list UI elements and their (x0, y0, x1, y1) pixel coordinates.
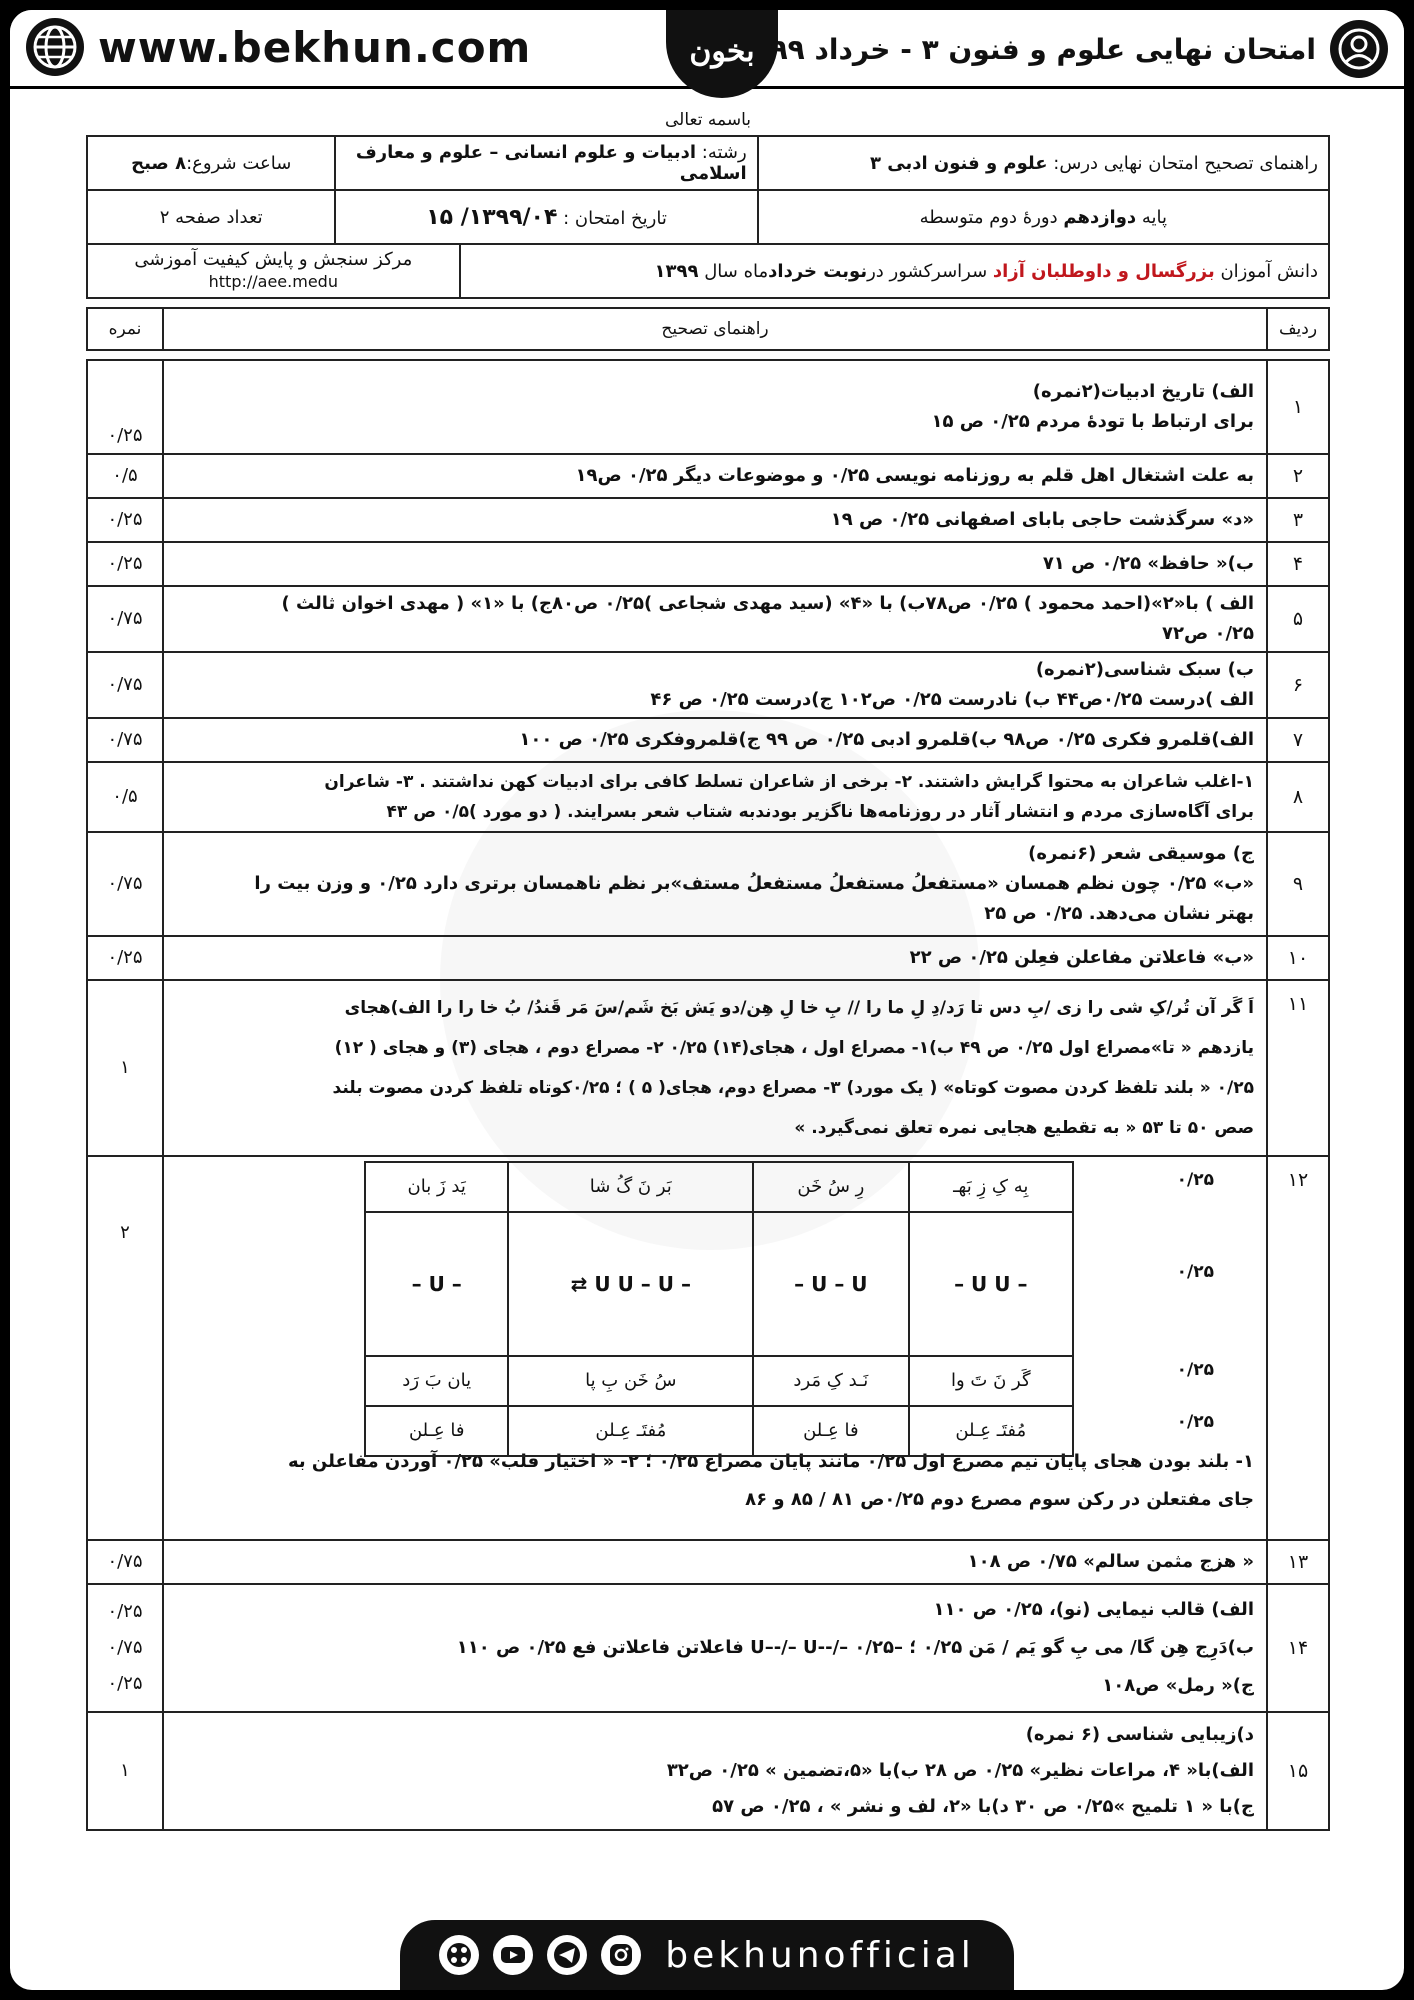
table-row: ۱۰ «ب» فاعلاتن مفاعلن فعِلن ۰/۲۵ ص ۲۲ ۰/۲۵ (87, 936, 1329, 980)
bismillah: باسمه تعالی (665, 110, 751, 130)
logo-text: بخون (689, 33, 755, 69)
col-guide: راهنمای تصحیح (163, 308, 1267, 350)
footer-social-bar (400, 1920, 1014, 1990)
exam-title-text: امتحان نهایی علوم و فنون ۳ - خرداد ۹۹ (770, 32, 1316, 66)
students-cell: دانش آموزان بزرگسال و داوطلبان آزاد سراسرکشور درنوبت خردادماه سال ۱۳۹۹ (460, 244, 1329, 298)
date-cell: تاریخ امتحان : ۱۳۹۹/۰۴/ ۱۵ (335, 190, 757, 244)
table-row: ۱۲ ۰/۲۵ ۰/۲۵ ۰/۲۵ ۰/۲۵ بِه کِ زِ بَهـ رِ سُ خَن بَر نَ گُ شا یَد زَ بان – U U – U – U – – U U – U ⇄ – U – گَر نَ تَ وا نَـد کِ مَرد سُ خَن بِ پا یان بَ رَد مُفتَـ عِـلن فا عِـلن مُفتَـ عِـلن فا عِـلن ۱- بلند بودن هجای پایان نیم مصرع اول ۰/۲۵ مانند پایان مصراع ۰/۲۵ ؛ ۲- « اختیار قلب» ۰/۲۵ آوردن مفاعلن به جای مفتعلن در رکن سوم مصرع دوم ۰/۲۵ص ۸۱ / ۸۵ و ۸۶ ۲ (87, 1156, 1329, 1540)
table-row: ۲ به علت اشتغال اهل قلم به روزنامه نویسی ۰/۲۵ و موضوعات دیگر ۰/۲۵ ص۱۹ ۰/۵ (87, 454, 1329, 498)
footer-handle[interactable]: bekhunofficial (665, 1934, 975, 1976)
table-row: ۸ ۱-اغلب شاعران به محتوا گرایش داشتند. ۲- برخی از شاعران تسلط کافی برای ادبیات کهن نداشتند . ۳- شاعران برای آگاه‌سازی مردم و انتشار آثار در روزنامه‌ها ناگزیر بودندبه شتاب شعر بسرایند. ( دو مورد )۰/۵ ص ۴۳ ۰/۵ (87, 762, 1329, 832)
table-row: ۱۴ الف) قالب نیمایی (نو)، ۰/۲۵ ص ۱۱۰ ب)دَرِج هِن گا/ می بِ گو یَم / مَن ۰/۲۵ ؛ –U–-/– U--/– ۰/۲۵ فاعلاتن فاعلاتن فع ۰/۲۵ ص ۱۱۰ ج)« رمل» ص۱۰۸ ۰/۲۵ ۰/۷۵ ۰/۲۵ (87, 1584, 1329, 1712)
aparat-icon[interactable] (439, 1935, 479, 1975)
exam-title (771, 20, 1388, 78)
start-time-cell: ساعت شروع:۸ صبح (87, 136, 335, 190)
site-url[interactable]: www.bekhun.com (98, 22, 532, 72)
column-header (86, 307, 1330, 351)
table-row: ۴ ب)« حافظ» ۰/۲۵ ص ۷۱ ۰/۲۵ (87, 542, 1329, 586)
col-score: نمره (87, 308, 163, 350)
table-row: ۳ «د» سرگذشت حاجی بابای اصفهانی ۰/۲۵ ص ۱۹ ۰/۲۵ (87, 498, 1329, 542)
field-cell: رشته: ادبیات و علوم انسانی – علوم و معارف اسلامی (335, 136, 757, 190)
table-row: ۹ ج) موسیقی شعر (۶نمره) «ب» ۰/۲۵ چون نظم همسان «مستفعلُ مستفعلُ مستفعلُ مستف»بر نظم ناهمسان برتری دارد ۰/۲۵ و وزن بیت را بهتر نشان می‌دهد. ۰/۲۵ ص ۲۵ ۰/۷۵ (87, 832, 1329, 936)
instagram-icon[interactable] (601, 1935, 641, 1975)
exam-header-table (86, 135, 1330, 191)
table-row: ۱۱ اَ گَر آن تُر/کِ شی را زی /بِ دس تا رَد/دِ لِ ما را // بِ خا لِ هِن/دو یَش بَخ شَم/سَ مَر قَندُ/ بُ خا را را الف)هجای یازدهم « تا»مصراع اول ۰/۲۵ ص ۴۹ ب)۱- مصراع اول ، هجای(۱۴) ۰/۲۵ ۲- مصراع دوم ، هجای (۳) و هجای ( ۱۲) ۰/۲۵ « بلند تلفظ کردن مصوت کوتاه» ( یک مورد) ۳- مصراع دوم، هجای( ۵ ) ؛ ۰/۲۵کوتاه تلفظ کردن مصوت بلند صص ۵۰ تا ۵۳ « به تقطیع هجایی نمره تعلق نمی‌گیرد. » ۱ (87, 980, 1329, 1156)
exam-header-table-3 (86, 243, 1330, 299)
exam-header-table-2 (86, 189, 1330, 245)
table-row: ۱ الف) تاریخ ادبیات(۲نمره) برای ارتباط با تودهٔ مردم ۰/۲۵ ص ۱۵ ۰/۲۵ (87, 360, 1329, 454)
table-row: ۷ الف)قلمرو فکری ۰/۲۵ ص۹۸ ب)قلمرو ادبی ۰/۲۵ ص ۹۹ ج)قلمروفکری ۰/۲۵ ص ۱۰۰ ۰/۷۵ (87, 718, 1329, 762)
user-icon (1330, 20, 1388, 78)
top-banner (10, 10, 1404, 89)
table-row: ۵ الف ) با«۲»(احمد محمود ) ۰/۲۵ ص۷۸ب) با «۴» (سید مهدی شجاعی )۰/۲۵ ص۸۰ج) با «۱» ( مهدی اخوان ثالث ) ۰/۲۵ ص۷۲ ۰/۷۵ (87, 586, 1329, 652)
table-row: ۶ ب) سبک شناسی(۲نمره) الف )درست ۰/۲۵ص۴۴ ب) نادرست ۰/۲۵ ص۱۰۲ ج)درست ۰/۲۵ ص ۴۶ ۰/۷۵ (87, 652, 1329, 718)
pages-cell: تعداد صفحه ۲ (87, 190, 335, 244)
answer-table (86, 359, 1330, 1831)
table-row: ۱۵ د)زیبایی شناسی (۶ نمره) الف)با« ۴، مراعات نظیر» ۰/۲۵ ص ۲۸ ب)با «۵،تضمین » ۰/۲۵ ص۳۲ ج)با « ۱ تلمیح »۰/۲۵ ص ۳۰ د)با «۲، لف و نشر » ، ۰/۲۵ ص ۵۷ ۱ (87, 1712, 1329, 1830)
meter-grid: ۰/۲۵ ۰/۲۵ ۰/۲۵ ۰/۲۵ بِه کِ زِ بَهـ رِ سُ خَن بَر نَ گُ شا یَد زَ بان – U U – U – U – – U U – U ⇄ – U – گَر نَ تَ وا نَـد کِ مَرد سُ خَن بِ پا یان بَ رَد مُفتَـ عِـلن فا عِـلن مُفتَـ عِـلن فا عِـلن (176, 1161, 1254, 1403)
page (10, 10, 1404, 1990)
center-cell: مرکز سنجش و پایش کیفیت آموزشی http://aee.medu (87, 244, 460, 298)
site-link[interactable] (26, 18, 531, 76)
meter-table: بِه کِ زِ بَهـ رِ سُ خَن بَر نَ گُ شا یَد زَ بان – U U – U – U – – U U – U ⇄ – U – گَر نَ تَ وا نَـد کِ مَرد سُ خَن بِ پا یان بَ رَد مُفتَـ عِـلن فا عِـلن مُفتَـ عِـلن فا عِـلن (364, 1161, 1074, 1457)
globe-icon (26, 18, 84, 76)
youtube-icon[interactable] (493, 1935, 533, 1975)
telegram-icon[interactable] (547, 1935, 587, 1975)
grade-cell: پایه دوازدهم دورهٔ دوم متوسطه (758, 190, 1329, 244)
table-row: ۱۳ « هزج مثمن سالم» ۰/۷۵ ص ۱۰۸ ۰/۷۵ (87, 1540, 1329, 1584)
course-cell: راهنمای تصحیح امتحان نهایی درس: علوم و فنون ادبی ۳ (758, 136, 1329, 190)
bekhun-logo (666, 10, 778, 98)
answer-key-document (86, 105, 1330, 1831)
col-row: ردیف (1267, 308, 1329, 350)
